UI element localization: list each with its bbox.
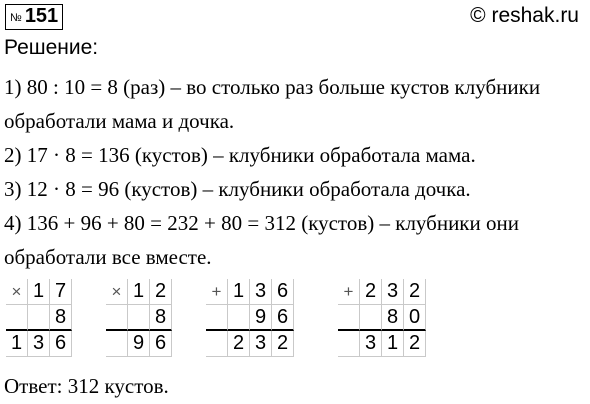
- solution-line: 4) 136 + 96 + 80 = 232 + 80 = 312 (кустов) – клубники они: [4, 211, 519, 235]
- result-digit: 6: [150, 331, 172, 357]
- digit-cell: 6: [272, 305, 294, 331]
- digit-cell: [106, 305, 128, 331]
- result-digit: 3: [360, 331, 382, 357]
- digit-cell: 2: [150, 279, 172, 305]
- result-digit: 6: [50, 331, 72, 357]
- digit-cell: [228, 305, 250, 331]
- plus-sign: +: [338, 279, 360, 305]
- digit-cell: [360, 305, 382, 331]
- digit-cell: 6: [272, 279, 294, 305]
- site-copyright: © reshak.ru: [470, 4, 579, 27]
- result-digit: 1: [6, 331, 28, 357]
- result-digit: [106, 331, 128, 357]
- result-digit: 2: [404, 331, 426, 357]
- digit-cell: 3: [250, 279, 272, 305]
- digit-cell: 0: [404, 305, 426, 331]
- solution-lines: [4, 70, 588, 274]
- digit-cell: [28, 305, 50, 331]
- digit-cell: 2: [404, 279, 426, 305]
- solution-line: обработали мама и дочка.: [4, 109, 235, 133]
- plus-sign: +: [206, 279, 228, 305]
- column-multiplication-12x8: [106, 279, 172, 357]
- result-digit: 3: [28, 331, 50, 357]
- digit-cell: 1: [28, 279, 50, 305]
- solution-line: обработали все вместе.: [4, 245, 212, 269]
- digit-cell: 3: [382, 279, 404, 305]
- solution-label: Решение:: [4, 36, 99, 59]
- answer-line: Ответ: 312 кустов.: [4, 374, 169, 398]
- multiply-sign: ×: [106, 279, 128, 305]
- digit-cell: [338, 305, 360, 331]
- column-addition-136-96: [206, 279, 294, 357]
- result-digit: 9: [128, 331, 150, 357]
- result-digit: 1: [382, 331, 404, 357]
- result-digit: 2: [228, 331, 250, 357]
- digit-cell: 7: [50, 279, 72, 305]
- column-multiplication-17x8: [6, 279, 72, 357]
- solution-line: 2) 17 · 8 = 136 (кустов) – клубники обработала мама.: [4, 143, 476, 167]
- result-digit: 3: [250, 331, 272, 357]
- result-digit: 2: [272, 331, 294, 357]
- multiply-sign: ×: [6, 279, 28, 305]
- digit-cell: 1: [128, 279, 150, 305]
- task-number-box: [5, 4, 63, 30]
- digit-cell: 8: [150, 305, 172, 331]
- digit-cell: [206, 305, 228, 331]
- digit-cell: 1: [228, 279, 250, 305]
- digit-cell: 2: [360, 279, 382, 305]
- header: [5, 4, 585, 30]
- column-addition-232-80: [338, 279, 426, 357]
- solution-line: 3) 12 · 8 = 96 (кустов) – клубники обработала дочка.: [4, 177, 471, 201]
- task-number: 151: [24, 5, 59, 27]
- result-digit: [338, 331, 360, 357]
- digit-cell: 8: [50, 305, 72, 331]
- digit-cell: [6, 305, 28, 331]
- result-digit: [206, 331, 228, 357]
- solution-line: 1) 80 : 10 = 8 (раз) – во столько раз больше кустов клубники: [4, 75, 541, 99]
- digit-cell: 8: [382, 305, 404, 331]
- number-sign: №: [10, 12, 22, 24]
- digit-cell: [128, 305, 150, 331]
- digit-cell: 9: [250, 305, 272, 331]
